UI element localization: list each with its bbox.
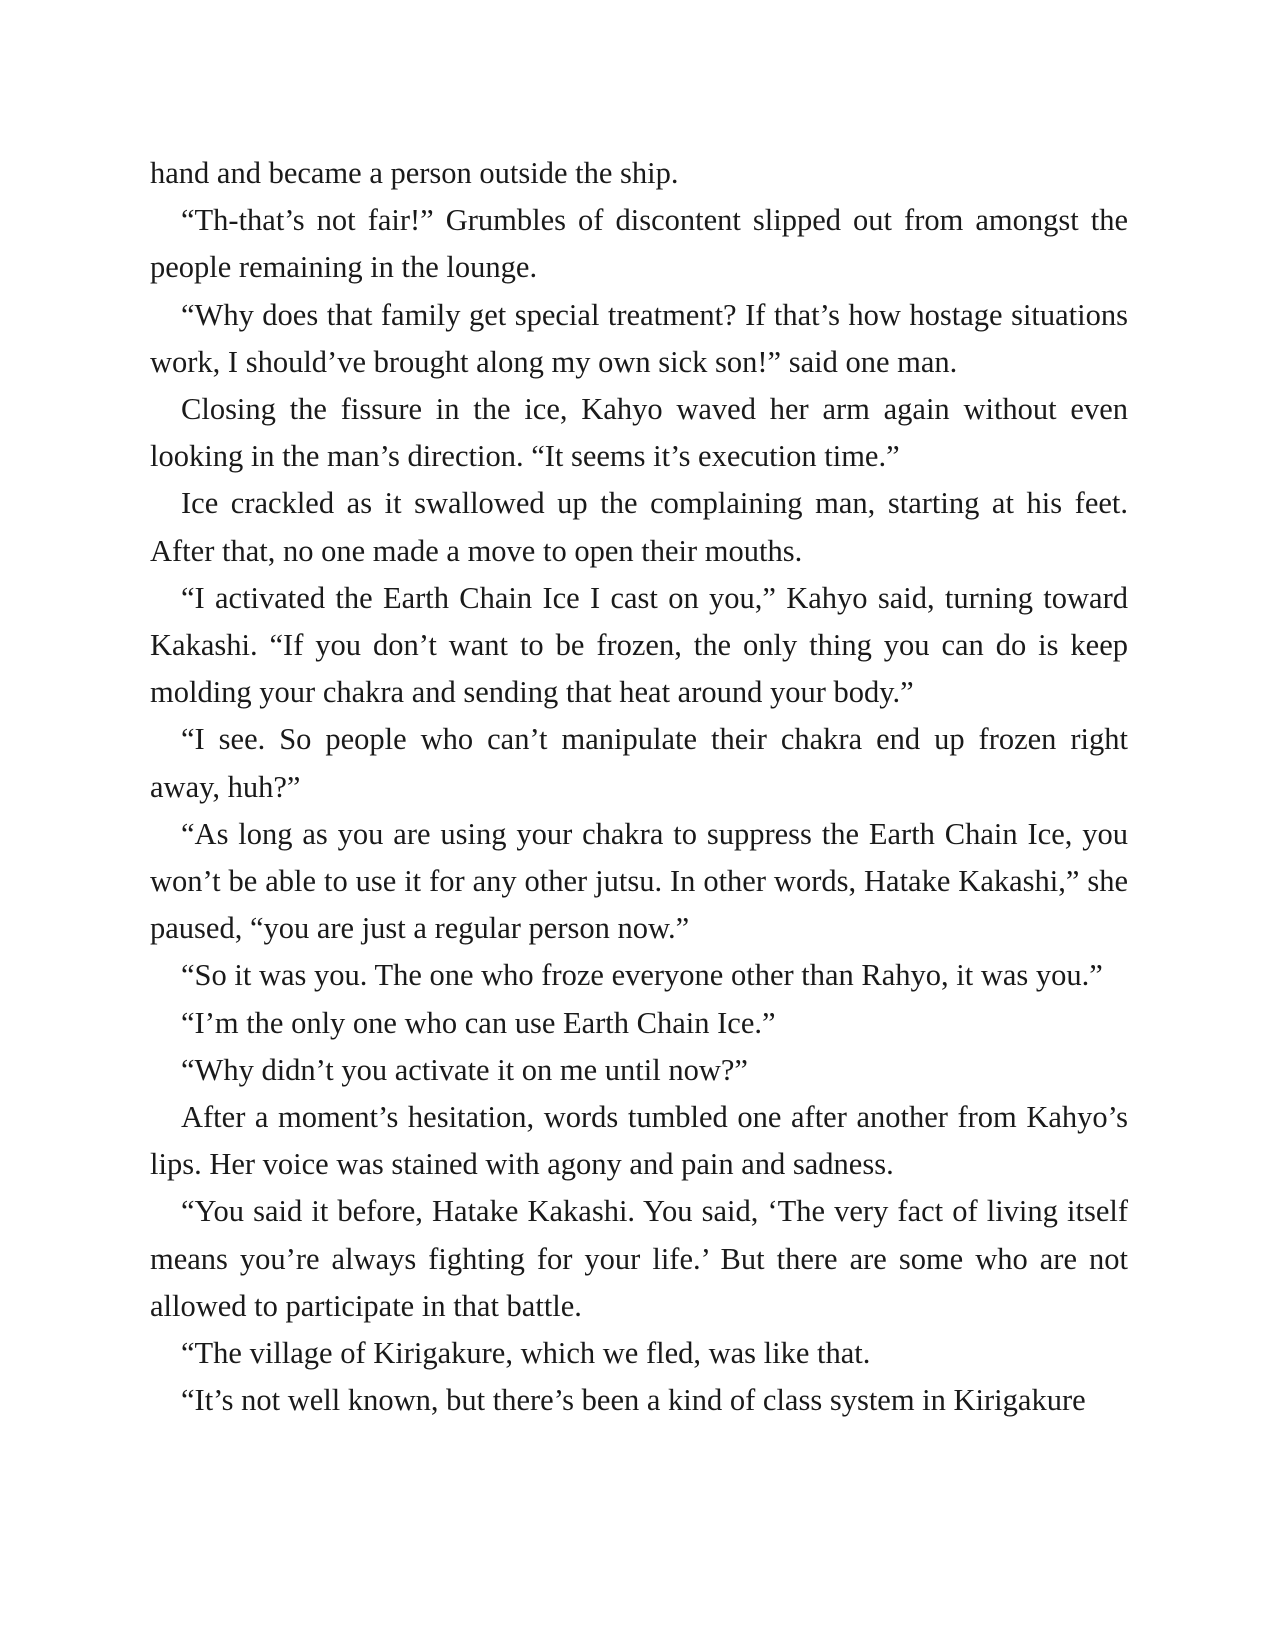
paragraph: “The village of Kirigakure, which we fled, was like that.	[181, 1336, 871, 1371]
paragraph: Closing the fissure in the ice, Kahyo waved her arm again without even looking in the man’s direction. “It seems it’s execution time.”	[150, 392, 1128, 474]
paragraph: “I activated the Earth Chain Ice I cast on you,” Kahyo said, turning toward Kakashi. “If you don’t want to be frozen, the only thing you can do is keep molding your chakra and sending that heat around your body.”	[150, 580, 1128, 710]
paragraph: “As long as you are using your chakra to suppress the Earth Chain Ice, you won’t be able to use it for any other jutsu. In other words, Hatake Kakashi,” she paused, “you are just a regular person now.”	[150, 816, 1128, 946]
paragraph: “It’s not well known, but there’s been a kind of class system in Kirigakure	[181, 1383, 1086, 1418]
paragraph: “You said it before, Hatake Kakashi. You said, ‘The very fact of living itself means you’re always fighting for your life.’ But there are some who are not allowed to participate in that battle.	[150, 1194, 1128, 1323]
paragraph: “Why didn’t you activate it on me until now?”	[181, 1052, 748, 1087]
paragraph: Ice crackled as it swallowed up the complaining man, starting at his feet. After that, no one made a move to open their mouths.	[150, 486, 1128, 568]
document-page	[150, 150, 1128, 1424]
paragraph: “Th-that’s not fair!” Grumbles of discontent slipped out from amongst the people remaining in the lounge.	[150, 203, 1128, 285]
paragraph: hand and became a person outside the ship.	[150, 156, 679, 190]
paragraph: After a moment’s hesitation, words tumbled one after another from Kahyo’s lips. Her voice was stained with agony and pain and sadness.	[150, 1100, 1128, 1182]
paragraph: “Why does that family get special treatment? If that’s how hostage situations work, I should’ve brought along my own sick son!” said one man.	[150, 297, 1128, 379]
paragraph: “So it was you. The one who froze everyone other than Rahyo, it was you.”	[181, 958, 1103, 993]
paragraph: “I’m the only one who can use Earth Chain Ice.”	[181, 1005, 776, 1040]
paragraph: “I see. So people who can’t manipulate their chakra end up frozen right away, huh?”	[150, 722, 1128, 804]
